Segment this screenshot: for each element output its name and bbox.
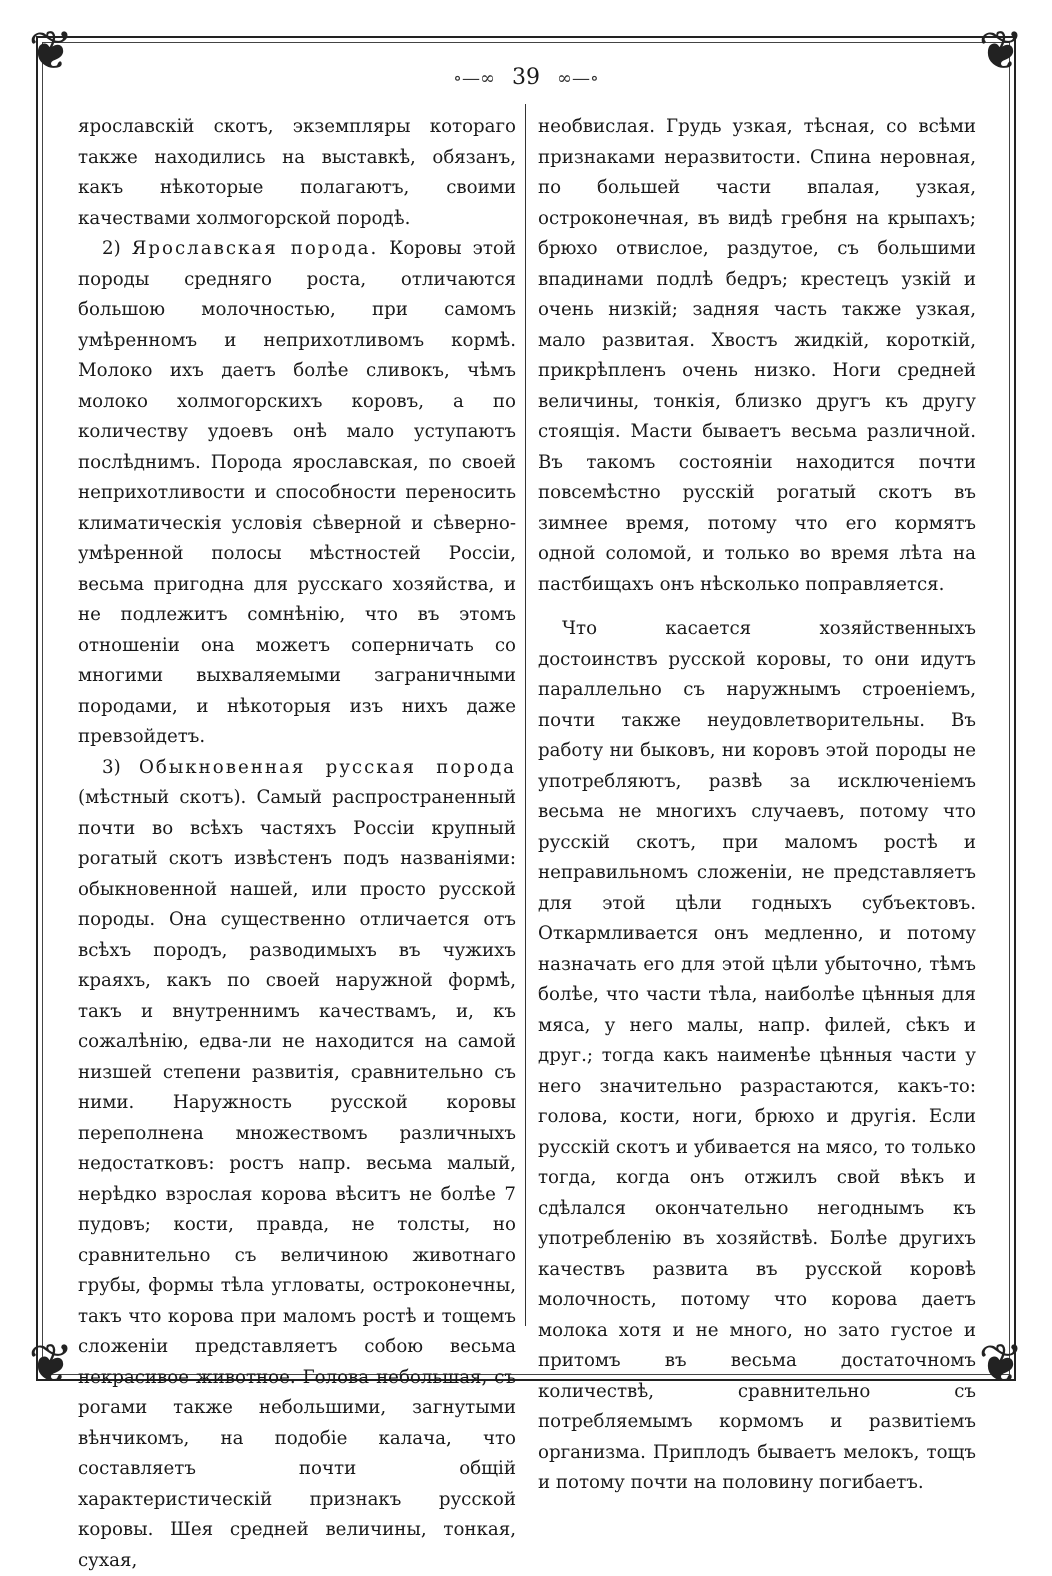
corner-ornament-top-right-icon: ❦ xyxy=(966,16,1036,86)
paragraph-body: (мѣстный скотъ). Самый распространенный почти во всѣхъ частяхъ Россіи крупный рогатый скотъ извѣстенъ подъ названіями: обыкновенной нашей, или просто русской породы. Она существенно отличается отъ всѣхъ породъ, разводимыхъ въ чужихъ краяхъ, какъ по своей наружной формѣ, такъ и внутреннимъ качествамъ, и, къ сожалѣнію, едва-ли не находится на самой низшей степени развитія, сравнительно съ ними. Наружность русской коровы переполнена множествомъ различныхъ недостатковъ: ростъ напр. весьма малый, нерѣдко взрослая корова вѣситъ не болѣе 7 пудовъ; кости, правда, не толсты, но сравнительно съ величиною животнаго грубы, формы тѣла угловаты, остроконечны, такъ что корова при маломъ ростѣ и тощемъ сложеніи представляетъ собою весьма некрасивое животное. Голова небольшая, съ рогами также небольшими, загнутыми вѣнчикомъ, на подобіе калача, что составляетъ почти общій характеристическій признакъ русской коровы. Шея средней величины, тонкая, сухая, xyxy=(78,787,516,1571)
page-header xyxy=(0,64,1052,93)
paragraph: ярославскій скотъ, экземпляры котораго также находились на выставкѣ, обязанъ, какъ нѣкоторые полагаютъ, своими качествами холмогорской породѣ. xyxy=(78,112,516,234)
paragraph-body: Коровы этой породы средняго роста, отличаются большою молочностью, при самомъ умѣренномъ и неприхотливомъ кормѣ. Молоко ихъ даетъ болѣе сливокъ, чѣмъ молоко холмогорскихъ коровъ, а по количеству удоевъ онѣ мало уступаютъ послѣднимъ. Порода ярославская, по своей неприхотливости и способности переносить климатическія условія сѣверной и сѣверно-умѣренной полосы мѣстностей Россіи, весьма пригодна для русскаго хозяйства, и не подлежитъ сомнѣнію, что въ этомъ отношеніи она можетъ соперничать со многими выхваляемыми заграничными породами, и нѣкоторыя изъ нихъ даже превзойдетъ. xyxy=(78,238,516,747)
section-number: 3) xyxy=(102,757,121,778)
header-left-ornament-icon: ∘—∞ xyxy=(453,68,495,89)
left-column xyxy=(78,112,516,1576)
paragraph-common-russian-breed xyxy=(78,753,516,1576)
section-number: 2) xyxy=(102,238,121,259)
corner-ornament-bottom-left-icon: ❦ xyxy=(16,1329,86,1399)
corner-ornament-top-left-icon: ❦ xyxy=(16,16,86,86)
section-heading: Ярославская порода. xyxy=(132,238,379,259)
right-column xyxy=(538,112,976,1499)
paragraph: Что касается хозяйственныхъ достоинствъ русской коровы, то они идутъ параллельно съ наружнымъ строеніемъ, почти также неудовлетворительны. Въ работу ни быковъ, ни коровъ этой породы не употребляютъ, развѣ за исключеніемъ весьма не многихъ случаевъ, потому что русскій скотъ, при маломъ ростѣ и неправильномъ сложеніи, не представляетъ для этой цѣли годныхъ субъектовъ. Откармливается онъ медленно, и потому назначать его для этой цѣли убыточно, тѣмъ болѣе, что части тѣла, наиболѣе цѣнныя для мяса, у него малы, напр. филей, сѣкъ и друг.; тогда какъ наименѣе цѣнныя части у него значительно разрастаются, какъ-то: голова, кости, ноги, брюхо и другія. Если русскій скотъ и убивается на мясо, то только тогда, когда онъ отжилъ свой вѣкъ и сдѣлался окончательно негоднымъ къ употребленію въ хозяйствѣ. Болѣе другихъ качествъ развита въ русской коровѣ молочность, потому что корова даетъ молока хотя и не много, но зато густое и притомъ въ весьма достаточномъ количествѣ, сравнительно съ потребляемымъ кормомъ и развитіемъ организма. Приплодъ бываетъ мелокъ, тощъ и потому почти на половину погибаетъ. xyxy=(538,614,976,1499)
page-number: 39 xyxy=(512,65,540,90)
section-heading: Обыкновенная русская порода xyxy=(139,757,516,778)
paragraph-yaroslavl-breed xyxy=(78,234,516,753)
header-right-ornament-icon: ∞—∘ xyxy=(557,68,599,89)
corner-ornament-bottom-right-icon: ❦ xyxy=(966,1329,1036,1399)
paragraph: необвислая. Грудь узкая, тѣсная, со всѣми признаками неразвитости. Спина неровная, по большей части впалая, узкая, остроконечная, въ видѣ гребня на крыпахъ; брюхо отвислое, раздутое, съ большими впадинами подлѣ бедръ; крестецъ узкій и очень низкій; задняя часть также узкая, мало развитая. Хвостъ жидкій, короткій, прикрѣпленъ очень низко. Ноги средней величины, тонкія, близко другъ къ другу стоящія. Масти бываетъ весьма различной. Въ такомъ состояніи находится почти повсемѣстно русскій рогатый скотъ въ зимнее время, потому что его кормятъ одной соломой, и только во время лѣта на пастбищахъ онъ нѣсколько поправляется. xyxy=(538,112,976,600)
column-divider xyxy=(525,104,526,1326)
